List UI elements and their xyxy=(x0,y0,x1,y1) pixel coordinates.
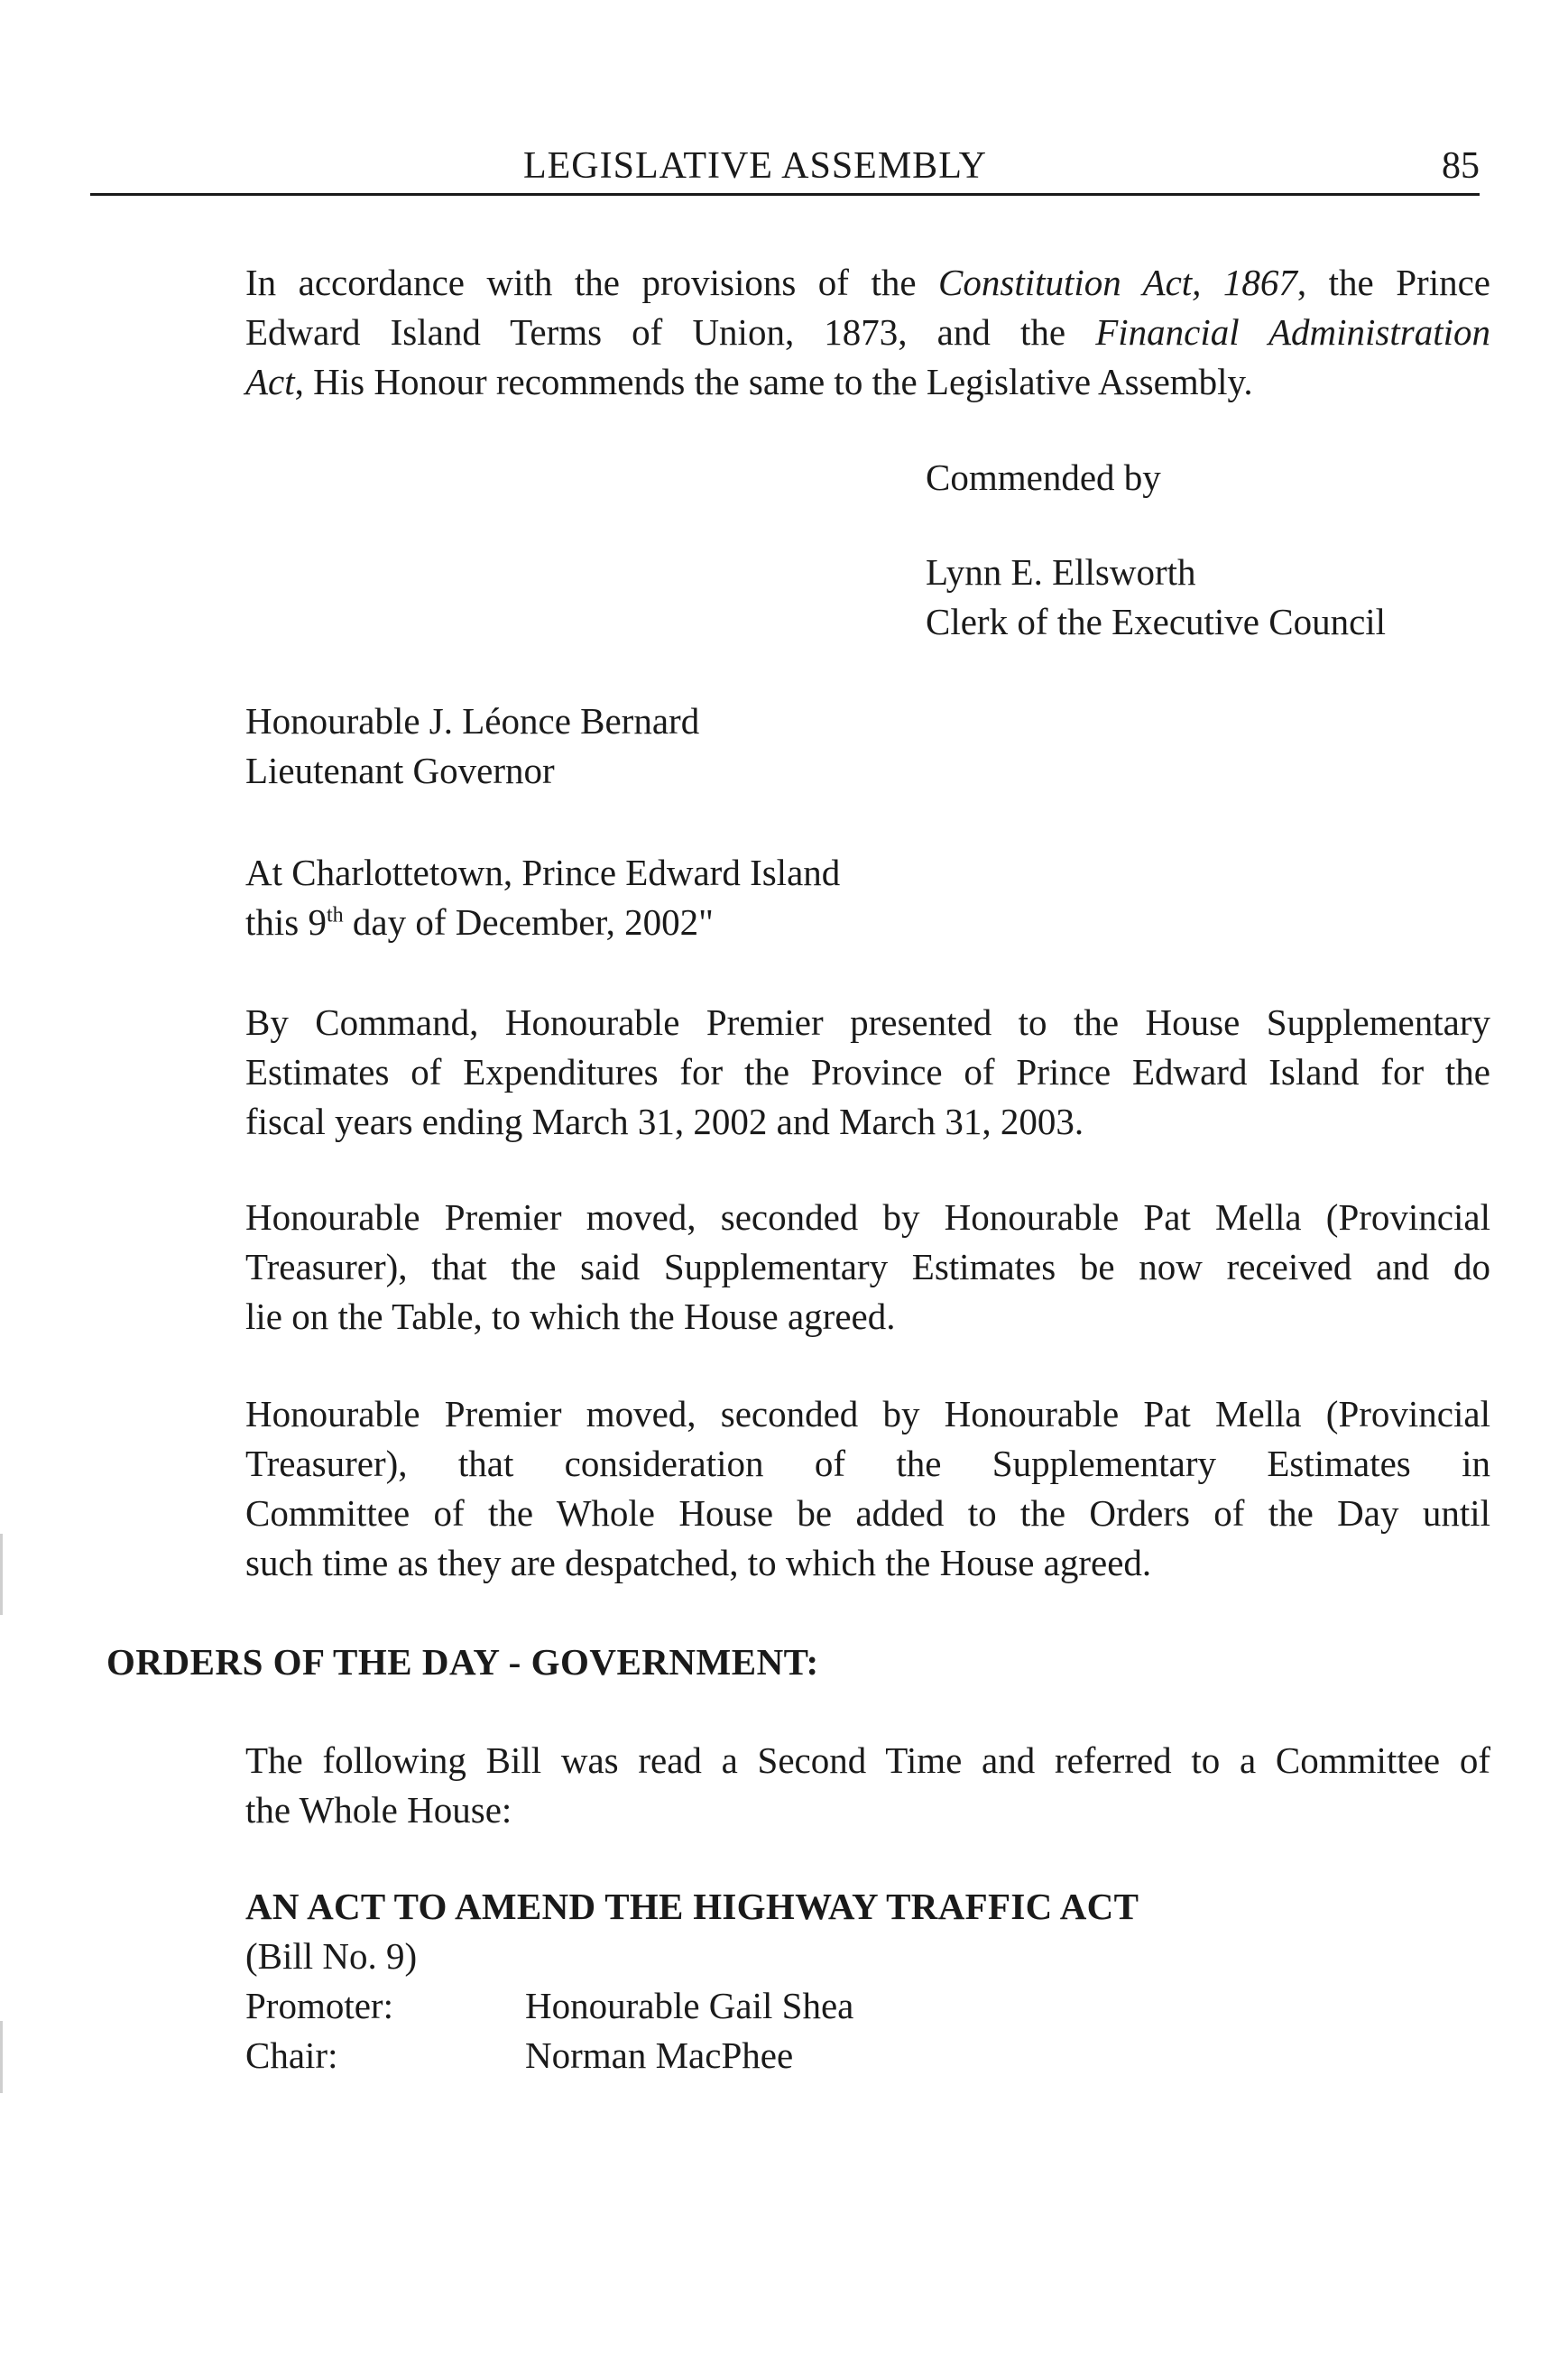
act-title: Financial Administration xyxy=(1095,311,1490,353)
page-number: 85 xyxy=(1442,145,1480,187)
bill-block xyxy=(245,1882,1490,2080)
governor-name: Honourable J. Léonce Bernard xyxy=(245,700,700,742)
paragraph-line: Honourable Premier moved, seconded by Honourable Pat Mella (Provincial xyxy=(245,1393,1490,1434)
paragraph-line: fiscal years ending March 31, 2002 and March 31, 2003. xyxy=(245,1101,1084,1142)
bill-number: (Bill No. 9) xyxy=(245,1935,418,1977)
chair-label: Chair: xyxy=(245,2034,338,2076)
act-title: Constitution Act, 1867 xyxy=(938,262,1297,303)
scan-margin-mark xyxy=(0,1534,3,1615)
orders-intro xyxy=(245,1736,1490,1835)
paragraph-line: Edward Island Terms of Union, 1873, and the Financial Administration xyxy=(245,311,1490,353)
bill-title: AN ACT TO AMEND THE HIGHWAY TRAFFIC ACT xyxy=(245,1886,1139,1927)
place-date-block xyxy=(245,848,1490,947)
date-line: this 9th day of December, 2002" xyxy=(245,901,714,943)
motion-paragraph-1 xyxy=(245,1193,1490,1342)
paragraph-line: Treasurer), that the said Supplementary Estimates be now received and do xyxy=(245,1246,1490,1287)
scan-margin-mark xyxy=(0,2021,3,2093)
chair-row xyxy=(245,2031,1490,2080)
promoter-label: Promoter: xyxy=(245,1985,393,2026)
paragraph-line: lie on the Table, to which the House agreed. xyxy=(245,1296,896,1337)
paragraph-line: Treasurer), that consideration of the Supplementary Estimates in xyxy=(245,1443,1490,1484)
promoter-row xyxy=(245,1981,1490,2031)
header-title: LEGISLATIVE ASSEMBLY xyxy=(523,145,987,187)
spacer xyxy=(926,503,1485,548)
paragraph-line: In accordance with the provisions of the Constitution Act, 1867, the Prince xyxy=(245,262,1490,303)
paragraph-line: By Command, Honourable Premier presented to the House Supplementary xyxy=(245,1001,1490,1043)
section-heading: ORDERS OF THE DAY - GOVERNMENT: xyxy=(106,1641,819,1683)
page-header xyxy=(90,144,1480,196)
paragraph-line: Estimates of Expenditures for the Province of Prince Edward Island for the xyxy=(245,1051,1490,1093)
signatory-name: Lynn E. Ellsworth xyxy=(926,551,1196,593)
paragraph-line: The following Bill was read a Second Time and referred to a Committee of xyxy=(245,1739,1490,1781)
chair-value: Norman MacPhee xyxy=(525,2034,794,2076)
motion-paragraph-2 xyxy=(245,1389,1490,1588)
commended-label: Commended by xyxy=(926,457,1161,498)
signatory-title: Clerk of the Executive Council xyxy=(926,601,1387,642)
place-line: At Charlottetown, Prince Edward Island xyxy=(245,852,841,893)
paragraph-line: such time as they are despatched, to which the House agreed. xyxy=(245,1542,1152,1583)
paragraph-line: Committee of the Whole House be added to the Orders of the Day until xyxy=(245,1492,1490,1534)
promoter-value: Honourable Gail Shea xyxy=(525,1985,854,2026)
governor-title: Lieutenant Governor xyxy=(245,750,555,791)
commended-block xyxy=(926,453,1485,647)
estimates-paragraph xyxy=(245,998,1490,1147)
governor-block xyxy=(245,696,1490,796)
act-title: Act xyxy=(245,361,295,402)
paragraph-line: Honourable Premier moved, seconded by Honourable Pat Mella (Provincial xyxy=(245,1196,1490,1238)
paragraph-line: the Whole House: xyxy=(245,1789,512,1831)
paragraph-line: Act, His Honour recommends the same to the Legislative Assembly. xyxy=(245,361,1253,402)
recommendation-paragraph xyxy=(245,258,1490,407)
